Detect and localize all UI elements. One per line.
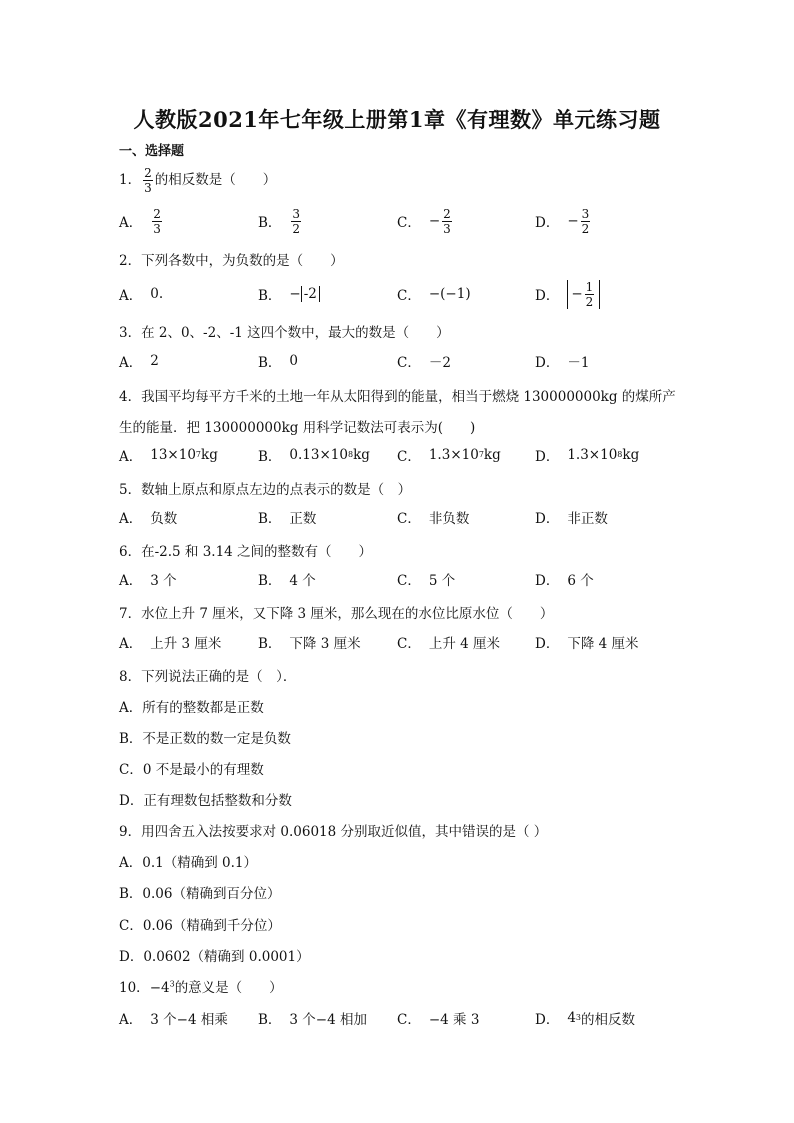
question-9-stem: 9．用四舍五入法按要求对 0.06018 分别取近似值，其中错误的是（ ） — [119, 824, 548, 840]
option-c[interactable]: C． 1.3×10 7 kg — [397, 447, 501, 465]
option-a[interactable]: A．0.1（精确到 0.1） — [119, 855, 257, 871]
option-d[interactable]: D．0.0602（精确到 0.0001） — [119, 949, 310, 965]
question-4-stem-line2: 生的能量．把 130000000kg 用科学记数法可表示为( ) — [119, 420, 476, 436]
absolute-value: − $\frac{1}{2}$ — [567, 280, 600, 309]
question-10-stem: 10．$-4^3$的意义是（ ） — [119, 979, 283, 996]
fraction: $\frac{2}{3}$ — [144, 166, 152, 195]
option-b[interactable]: B． 下降 3 厘米 — [258, 636, 361, 652]
question-10-options — [119, 1003, 719, 1033]
question-4-stem-line1: 4．我国平均每平方千米的土地一年从太阳得到的能量，相当于燃烧 130000000kg 的煤所产 — [119, 389, 676, 405]
option-c[interactable]: C． − $\frac{2}{3}$ — [397, 206, 451, 236]
page-title: 人教版2021年七年级上册第1章《有理数》单元练习题 — [133, 107, 661, 132]
option-d[interactable]: D． 4 3 的相反数 — [535, 1010, 636, 1028]
question-1-options — [119, 206, 719, 236]
question-5-options — [119, 502, 719, 532]
question-3-options — [119, 346, 719, 376]
option-b[interactable]: B． $\frac{3}{2}$ — [258, 206, 301, 236]
option-a[interactable]: A． 负数 — [119, 511, 178, 527]
option-d[interactable]: D． 6 个 — [535, 573, 594, 589]
absolute-value: -2 — [301, 286, 320, 302]
question-3-stem: 3．在 2、0、-2、-1 这四个数中，最大的数是（ ） — [119, 325, 450, 341]
option-a[interactable]: A． 上升 3 厘米 — [119, 636, 222, 652]
option-d[interactable]: D． －1 — [535, 355, 590, 371]
question-6-options — [119, 564, 719, 594]
option-c[interactable]: C．0.06（精确到千分位） — [119, 918, 281, 934]
option-c[interactable]: C． 上升 4 厘米 — [397, 636, 501, 652]
question-8-stem: 8．下列说法正确的是（ ）． — [119, 669, 297, 685]
option-a[interactable]: A． 0. — [119, 286, 164, 304]
option-d[interactable]: D． − $\frac{1}{2}$ — [535, 279, 600, 309]
option-c[interactable]: C．0 不是最小的有理数 — [119, 762, 264, 778]
option-a[interactable]: A． 2 — [119, 353, 159, 371]
question-4-options — [119, 440, 719, 470]
option-b[interactable]: B． 正数 — [258, 511, 317, 527]
option-a[interactable]: A． 13×10 7 kg — [119, 447, 218, 465]
question-7-options — [119, 627, 719, 657]
question-5-stem: 5．数轴上原点和原点左边的点表示的数是（ ） — [119, 482, 412, 498]
option-c[interactable]: C． 5 个 — [397, 573, 456, 589]
option-d[interactable]: D．正有理数包括整数和分数 — [119, 793, 292, 809]
option-a[interactable]: A． 3 个−4 相乘 — [119, 1012, 228, 1028]
option-b[interactable]: B． 3 个−4 相加 — [258, 1012, 367, 1028]
question-1-stem: 1． $\frac{2}{3}$ 的相反数是（ ） — [119, 166, 277, 195]
option-b[interactable]: B． 4 个 — [258, 573, 316, 589]
option-a[interactable]: A． $\frac{2}{3}$ — [119, 206, 161, 236]
option-c[interactable]: C． －2 — [397, 355, 451, 371]
question-7-stem: 7．水位上升 7 厘米，又下降 3 厘米，那么现在的水位比原水位（ ） — [119, 606, 554, 622]
option-b[interactable]: B． 0 — [258, 353, 299, 371]
option-b[interactable]: B．不是正数的数一定是负数 — [119, 731, 291, 747]
option-d[interactable]: D． 非正数 — [535, 511, 608, 527]
option-c[interactable]: C． −4 乘 3 — [397, 1012, 480, 1028]
option-a[interactable]: A．所有的整数都是正数 — [119, 700, 264, 716]
option-a[interactable]: A． 3 个 — [119, 573, 177, 589]
option-b[interactable]: B． 0.13×10 8 kg — [258, 447, 370, 465]
option-d[interactable]: D． 1.3×10 8 kg — [535, 447, 640, 465]
option-b[interactable]: B． − -2 — [258, 279, 320, 309]
question-2-stem: 2．下列各数中，为负数的是（ ） — [119, 253, 344, 269]
option-c[interactable]: C． 非负数 — [397, 511, 470, 527]
option-c[interactable]: C． −(−1) — [397, 286, 471, 304]
section-heading: 一、选择题 — [119, 144, 185, 159]
option-d[interactable]: D． 下降 4 厘米 — [535, 636, 639, 652]
option-d[interactable]: D． − $\frac{3}{2}$ — [535, 206, 590, 236]
question-6-stem: 6．在-2.5 和 3.14 之间的整数有（ ） — [119, 544, 373, 560]
question-2-options — [119, 279, 719, 309]
option-b[interactable]: B．0.06（精确到百分位） — [119, 886, 281, 902]
